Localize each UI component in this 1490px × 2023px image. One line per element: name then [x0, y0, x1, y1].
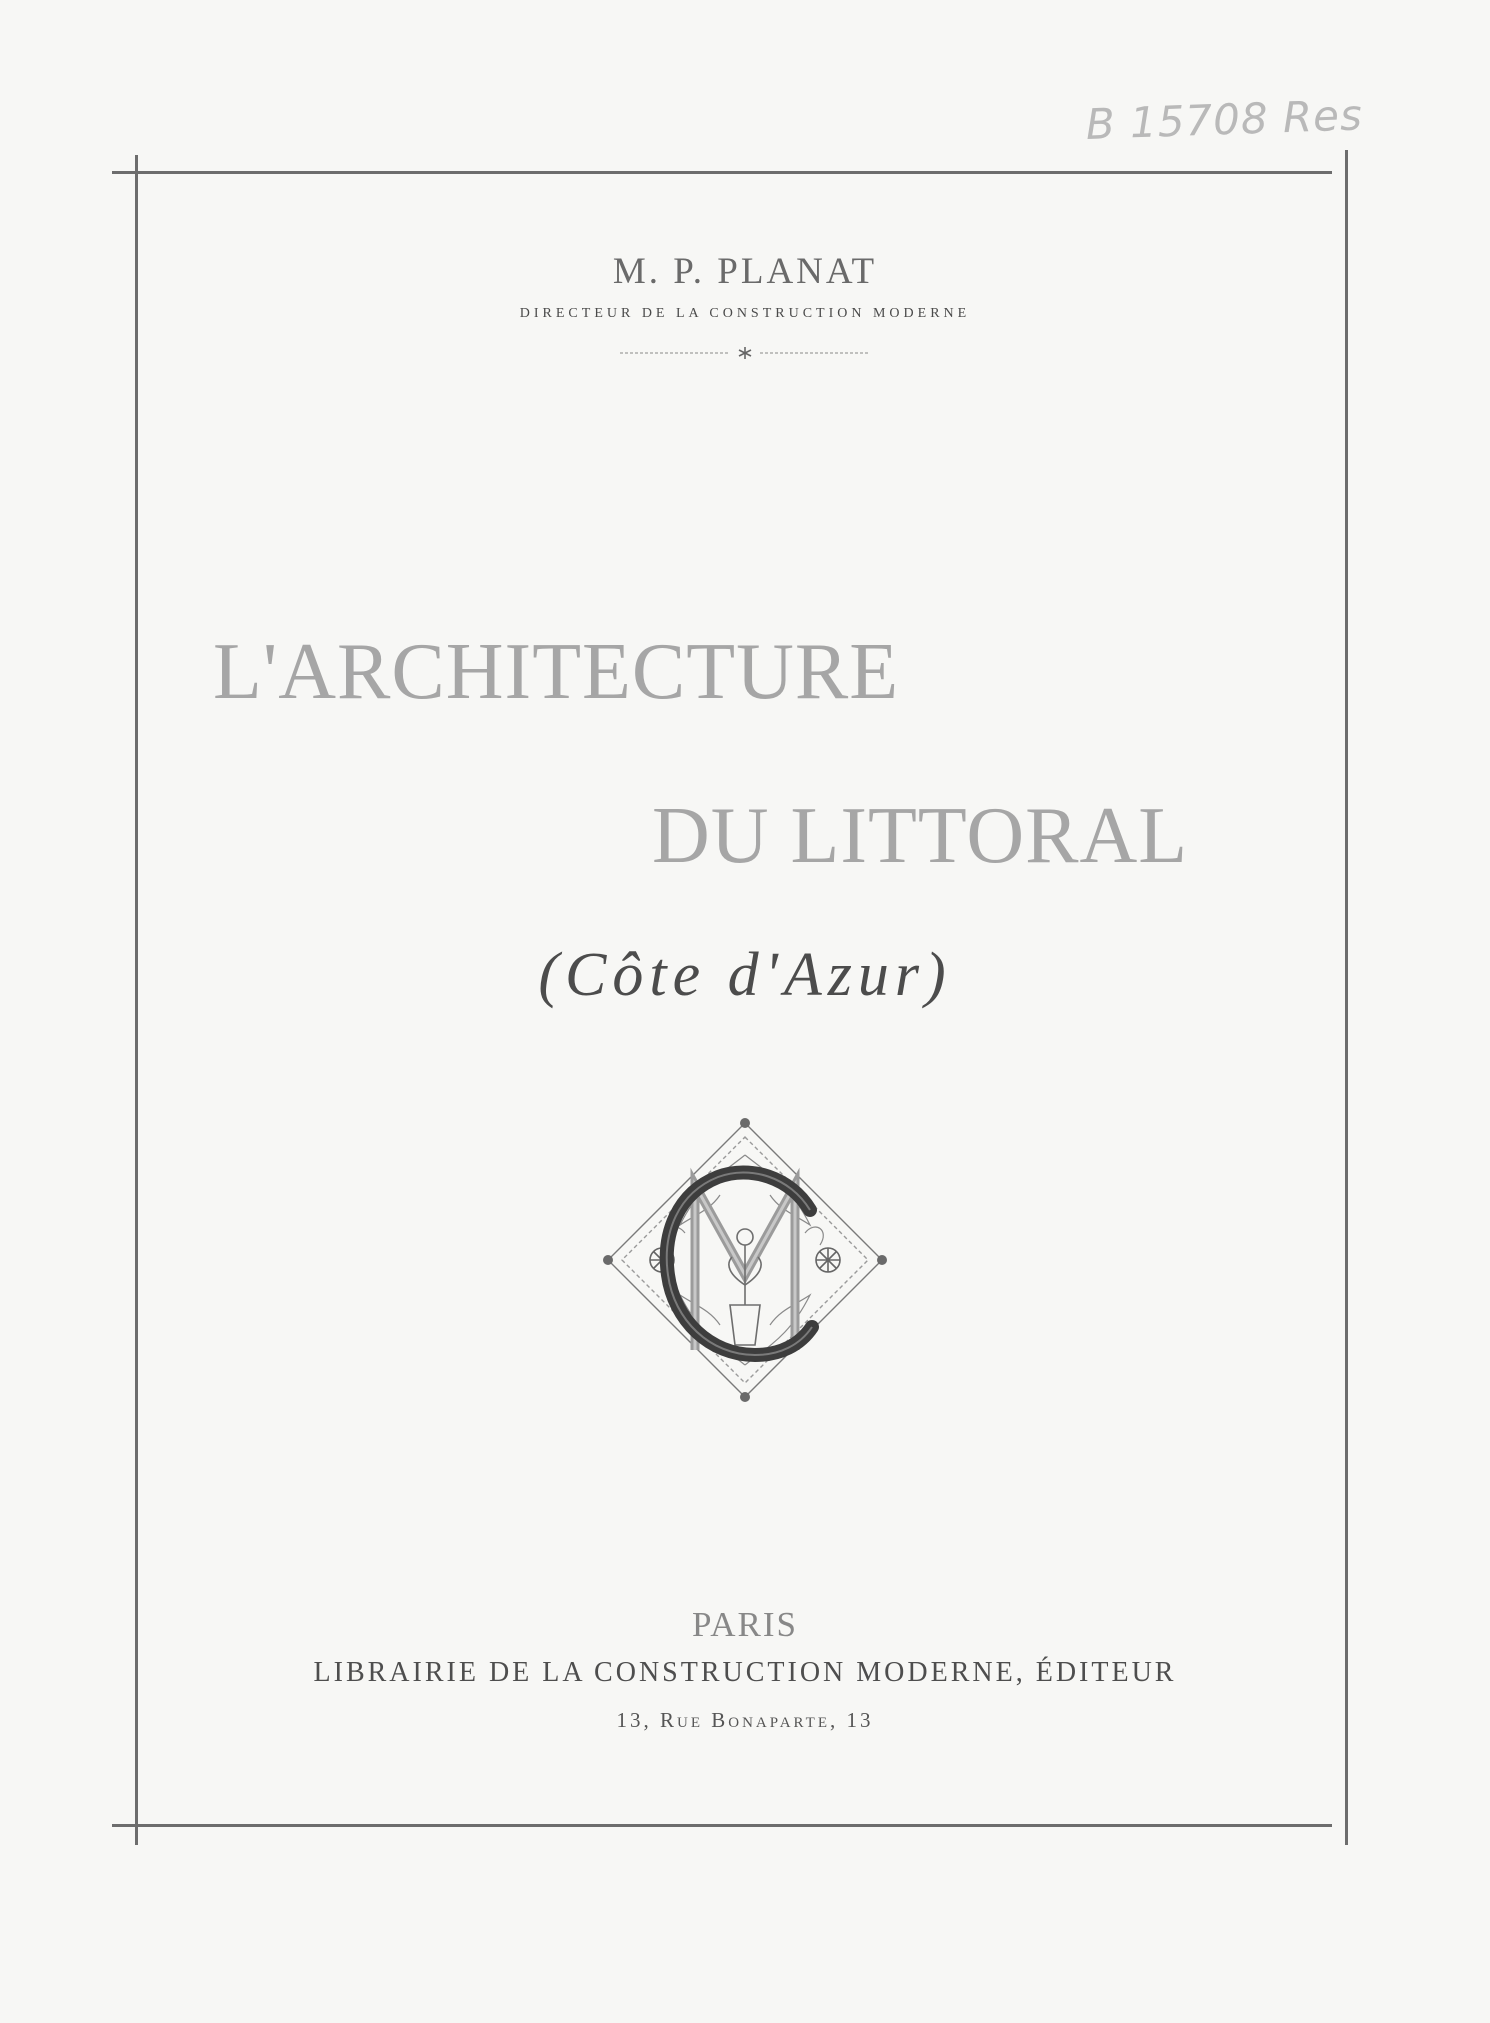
- subtitle: (Côte d'Azur): [538, 941, 952, 1009]
- author-name: M. P. PLANAT: [612, 251, 878, 292]
- divider-ornament-icon: [620, 346, 870, 360]
- cm-monogram-icon: [600, 1115, 890, 1405]
- author-role: DIRECTEUR DE LA CONSTRUCTION MODERNE: [519, 306, 971, 321]
- imprint-address: 13, Rue Bonaparte, 13: [616, 1708, 874, 1732]
- imprint-publisher: LIBRAIRIE DE LA CONSTRUCTION MODERNE, ÉDITEUR: [313, 1657, 1177, 1688]
- shelfmark-handwritten: B 15708 Res: [1085, 90, 1364, 149]
- frame-bottom-line: [112, 1824, 1332, 1827]
- frame-top-line: [112, 171, 1332, 174]
- title-line-1: L'ARCHITECTURE: [213, 628, 900, 716]
- imprint-city: PARIS: [692, 1605, 798, 1644]
- title-line-2: DU LITTORAL: [652, 792, 1189, 880]
